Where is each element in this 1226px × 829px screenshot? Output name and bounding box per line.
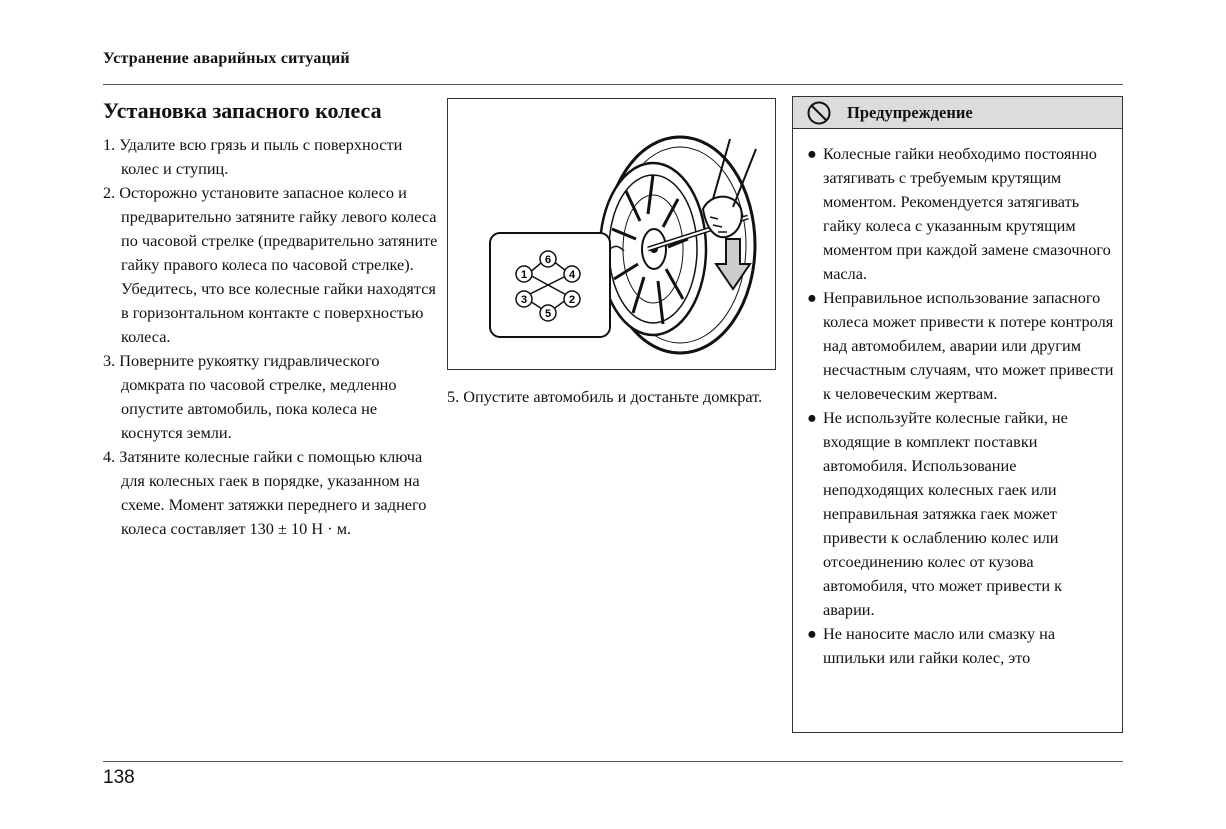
wheel-lug-nut-tightening-illustration-icon: [448, 99, 775, 369]
bullet-icon: ●: [807, 288, 817, 307]
wheel-illustration: [447, 98, 776, 370]
step-5-block: [447, 385, 777, 409]
prohibition-icon: [807, 101, 831, 125]
bullet-icon: ●: [807, 144, 817, 163]
nut-label-6: 6: [544, 254, 552, 266]
step-1: 1. Удалите всю грязь и пыль с поверхности колес и ступиц.: [103, 135, 403, 178]
nut-label-3: 3: [520, 294, 528, 306]
header-divider: [103, 84, 1123, 85]
warning-item-text: Колесные гайки необходимо постоянно затягивать с требуемым крутящим моментом. Рекомендуется затягивать гайку колеса с указанным крутящим моментом при каждой замене смазочного масла.: [823, 144, 1111, 283]
warning-item-text: Не используйте колесные гайки, не входящие в комплект поставки автомобиля. Использование неподходящих колесных гаек или неправильная затяжка гаек может привести к ослаблению колес или отсоединению колес от кузова автомобиля, что может привести к аварии.: [823, 408, 1068, 619]
warning-title: Предупреждение: [847, 102, 973, 122]
warning-item-text: Не наносите масло или смазку на шпильки или гайки колес, это: [823, 624, 1056, 667]
steps-list: [103, 133, 441, 541]
section-heading: Установка запасного колеса: [103, 98, 382, 123]
nut-label-1: 1: [520, 269, 528, 281]
instructions-column: [103, 98, 441, 541]
warning-box: [792, 96, 1123, 733]
step-4: 4. Затяните колесные гайки с помощью ключа для колесных гаек в порядке, указанном на схеме. Момент затяжки переднего и заднего колеса составляет 130 ± 10 Н · м.: [103, 447, 427, 538]
step-3: 3. Поверните рукоятку гидравлического домкрата по часовой стрелке, медленно опустите автомобиль, пока колеса не коснутся земли.: [103, 351, 397, 442]
page-header-title: Устранение аварийных ситуаций: [103, 50, 350, 67]
warning-item-text: Неправильное использование запасного колеса может привести к потере контроля над автомобилем, аварии или другим несчастным случаям, что может привести к человеческим жертвам.: [823, 288, 1114, 403]
warning-list: [793, 129, 1122, 670]
step-5: 5. Опустите автомобиль и достаньте домкрат.: [447, 387, 763, 406]
step-2: 2. Осторожно установите запасное колесо и предварительно затяните гайку левого колеса по часовой стрелке (предварительно затяните гайку правого колеса по часовой стрелке). Убедитесь, что все колесные гайки находятся в горизонтальном контакте с поверхностью колеса.: [103, 183, 438, 346]
warning-item: [807, 406, 1114, 622]
warning-header: [793, 97, 1122, 129]
bullet-icon: ●: [807, 408, 817, 427]
warning-item: [807, 142, 1114, 286]
footer-divider: [103, 761, 1123, 762]
tightening-order-diagram: [490, 233, 624, 337]
warning-item: [807, 286, 1114, 406]
nut-label-4: 4: [568, 269, 576, 281]
page-number: 138: [103, 767, 135, 788]
nut-label-2: 2: [568, 294, 576, 306]
warning-item: [807, 622, 1114, 670]
bullet-icon: ●: [807, 624, 817, 643]
nut-label-5: 5: [544, 308, 552, 320]
